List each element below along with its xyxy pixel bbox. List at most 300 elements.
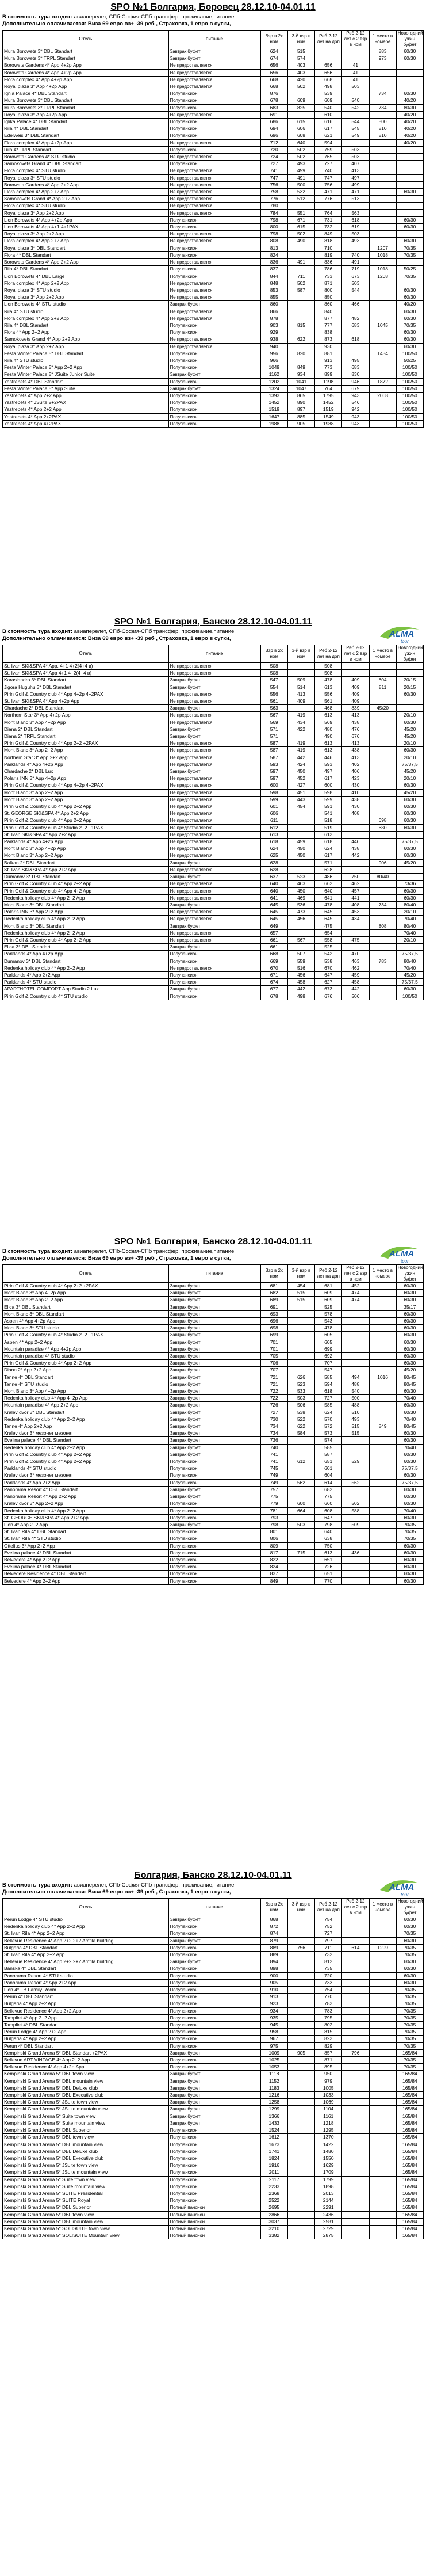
meal-cell: Завтрак буфет bbox=[168, 874, 260, 881]
meal-cell: Завтрак буфет bbox=[168, 1297, 260, 1304]
price-cell bbox=[287, 1437, 314, 1444]
price-cell bbox=[342, 1304, 369, 1310]
price-cell bbox=[287, 1360, 314, 1367]
price-cell: 500 bbox=[342, 1395, 369, 1402]
meal-cell: Полупансион bbox=[168, 2029, 260, 2036]
meal-cell: Полупансион bbox=[168, 2169, 260, 2176]
price-cell bbox=[342, 2113, 369, 2120]
price-cell bbox=[369, 189, 396, 196]
price-cell: 674 bbox=[260, 55, 287, 62]
meal-cell: Завтрак буфет bbox=[168, 1437, 260, 1444]
price-cell bbox=[287, 1514, 314, 1521]
price-cell bbox=[369, 1486, 396, 1493]
price-cell bbox=[287, 1444, 314, 1451]
price-cell: 727 bbox=[315, 1930, 342, 1937]
table-row bbox=[3, 1339, 424, 1346]
price-cell bbox=[369, 929, 396, 936]
price-cell: 815 bbox=[287, 322, 314, 329]
price-cell bbox=[287, 2232, 314, 2239]
price-cell: 60/30 bbox=[396, 1339, 423, 1346]
price-cell bbox=[369, 224, 396, 231]
price-cell: 494 bbox=[342, 1374, 369, 1381]
meal-cell: Полный пансион bbox=[168, 2218, 260, 2225]
hotel-cell: Parklands 4* App 2+2 App bbox=[3, 971, 169, 978]
table-row bbox=[3, 831, 424, 838]
price-cell: 75/37,5 bbox=[396, 761, 423, 768]
price-cell bbox=[342, 2225, 369, 2232]
price-cell: 1018 bbox=[369, 251, 396, 258]
price-cell bbox=[369, 1458, 396, 1465]
hotel-cell: Parklands 4* App 4+2р App bbox=[3, 951, 169, 958]
hotel-cell: Borowets Gardens 4* App 2+2 App bbox=[3, 181, 169, 188]
price-cell: 1550 bbox=[315, 2155, 342, 2162]
price-cell: 75/37,5 bbox=[396, 979, 423, 986]
price-cell: 966 bbox=[260, 357, 287, 364]
price-cell: 2866 bbox=[260, 2211, 287, 2218]
meal-cell: Не предоставляется bbox=[168, 691, 260, 698]
hotel-cell: Pirin Golf & Country club 4* Studio 2+2 +1РАХ bbox=[3, 1332, 169, 1339]
meal-cell: Полупансион bbox=[168, 90, 260, 97]
price-cell: 699 bbox=[315, 1346, 342, 1352]
price-cell bbox=[342, 944, 369, 951]
table-row bbox=[3, 125, 424, 132]
price-cell bbox=[369, 371, 396, 378]
price-cell: 597 bbox=[260, 768, 287, 775]
price-cell: 802 bbox=[315, 2022, 342, 2029]
price-cell: 60/30 bbox=[396, 796, 423, 803]
price-cell bbox=[369, 2106, 396, 2113]
price-cell: 808 bbox=[260, 238, 287, 245]
price-cell bbox=[287, 1994, 314, 2000]
price-cell: 929 bbox=[260, 329, 287, 336]
table-row bbox=[3, 2197, 424, 2204]
price-cell bbox=[369, 839, 396, 845]
price-cell: 569 bbox=[315, 719, 342, 726]
column-header: питание bbox=[168, 645, 260, 663]
meal-cell: Полупансион bbox=[168, 2007, 260, 2014]
price-cell bbox=[342, 1958, 369, 1965]
column-header: Новогодний ужин буфет bbox=[396, 31, 423, 48]
table-row bbox=[3, 189, 424, 196]
price-cell: 683 bbox=[260, 104, 287, 111]
price-cell: 2436 bbox=[315, 2211, 342, 2218]
price-cell bbox=[369, 2057, 396, 2064]
hotel-cell: Mont Blanc 3* App 4+2р App bbox=[3, 1388, 169, 1395]
price-cell: 572 bbox=[315, 1423, 342, 1430]
price-cell: 1422 bbox=[315, 2141, 342, 2148]
price-cell: 573 bbox=[315, 1430, 342, 1437]
price-cell: 409 bbox=[287, 698, 314, 705]
price-cell: 569 bbox=[260, 719, 287, 726]
price-cell bbox=[369, 2232, 396, 2239]
price-cell: 423 bbox=[342, 775, 369, 782]
price-cell: 711 bbox=[287, 273, 314, 280]
meal-cell: Не предоставляется bbox=[168, 139, 260, 146]
price-cell: 1916 bbox=[260, 2162, 287, 2169]
table-row bbox=[3, 315, 424, 322]
meal-cell: Не предоставляется bbox=[168, 62, 260, 69]
price-cell: 20/10 bbox=[396, 775, 423, 782]
price-cell: 668 bbox=[260, 76, 287, 83]
table-row bbox=[3, 874, 424, 881]
price-cell: 410 bbox=[342, 789, 369, 796]
price-cell bbox=[369, 1577, 396, 1584]
price-cell bbox=[369, 196, 396, 203]
price-cell: 733 bbox=[315, 1979, 342, 1986]
table-row bbox=[3, 866, 424, 873]
price-cell: 898 bbox=[260, 1965, 287, 1972]
hotel-cell: St. GEORGE SKI&SPA 4* App 2+2 App bbox=[3, 810, 169, 817]
price-cell: 727 bbox=[260, 1409, 287, 1416]
price-cell: 441 bbox=[342, 894, 369, 901]
price-cell: 70/35 bbox=[396, 1521, 423, 1528]
price-cell: 894 bbox=[260, 1958, 287, 1965]
meal-cell: Полупансион bbox=[168, 1952, 260, 1958]
price-cell: 165/84 bbox=[396, 2106, 423, 2113]
price-cell bbox=[342, 2036, 369, 2042]
meal-cell: Не предоставляется bbox=[168, 83, 260, 90]
price-cell: 513 bbox=[342, 196, 369, 203]
hotel-cell: Tanne 4* App 2+2 App bbox=[3, 1423, 169, 1430]
price-cell: 551 bbox=[287, 209, 314, 216]
price-cell bbox=[287, 1952, 314, 1958]
table-row bbox=[3, 1310, 424, 1317]
price-cell: 475 bbox=[342, 936, 369, 943]
price-cell: 424 bbox=[287, 761, 314, 768]
price-cell: 574 bbox=[315, 1437, 342, 1444]
price-cell: 1104 bbox=[315, 2106, 342, 2113]
price-cell bbox=[287, 2183, 314, 2190]
price-cell: 945 bbox=[260, 2022, 287, 2029]
meal-cell: Полупансион bbox=[168, 392, 260, 399]
price-cell: 591 bbox=[315, 803, 342, 810]
price-cell: 474 bbox=[342, 1297, 369, 1304]
price-cell bbox=[287, 670, 314, 677]
price-cell: 570 bbox=[315, 1416, 342, 1423]
hotel-cell: Mountain paradise 4* App 4+2р App bbox=[3, 1346, 169, 1352]
meal-cell: Полупансион bbox=[168, 216, 260, 223]
price-cell bbox=[342, 90, 369, 97]
price-cell bbox=[342, 1360, 369, 1367]
price-cell: 409 bbox=[342, 698, 369, 705]
meal-cell: Не предоставляется bbox=[168, 936, 260, 943]
meal-cell: Не предоставляется bbox=[168, 76, 260, 83]
meal-cell: Полупансион bbox=[168, 245, 260, 251]
price-cell: 434 bbox=[287, 719, 314, 726]
meal-cell: Полупансион bbox=[168, 357, 260, 364]
price-cell: 60/30 bbox=[396, 315, 423, 322]
price-cell: 40/20 bbox=[396, 301, 423, 308]
price-cell: 473 bbox=[287, 909, 314, 916]
price-cell: 1009 bbox=[260, 2049, 287, 2056]
hotel-cell: Mont Blanc 3* App 2+2 App bbox=[3, 789, 169, 796]
price-cell: 514 bbox=[287, 684, 314, 691]
price-cell bbox=[342, 1437, 369, 1444]
price-cell bbox=[342, 2204, 369, 2211]
price-cell: 615 bbox=[287, 119, 314, 125]
hotel-cell: Flora 4* App 2+2 App bbox=[3, 329, 169, 336]
hotel-cell: Kempinski Grand Arena 5* DBL mountain view bbox=[3, 2218, 169, 2225]
hotel-cell: St. Ivan SKI&SPA 4* App, 4+1 4+2(4+4 в) bbox=[3, 663, 169, 670]
hotel-cell: Polaris INN 3* App 2+2 App bbox=[3, 909, 169, 916]
hotel-cell: Festa Winter Palace 5* JSuite Junior Suite bbox=[3, 371, 169, 378]
price-cell: 1898 bbox=[315, 2183, 342, 2190]
tour-conditions bbox=[2, 628, 324, 642]
price-cell bbox=[342, 824, 369, 831]
price-cell: 40/20 bbox=[396, 111, 423, 118]
table-row bbox=[3, 2085, 424, 2091]
price-cell: 438 bbox=[342, 796, 369, 803]
price-cell: 488 bbox=[342, 1402, 369, 1409]
price-cell: 70/35 bbox=[396, 2064, 423, 2071]
price-cell: 598 bbox=[260, 789, 287, 796]
price-cell: 466 bbox=[342, 301, 369, 308]
price-cell bbox=[396, 831, 423, 838]
meal-cell: Завтрак буфет bbox=[168, 2120, 260, 2127]
price-cell: 837 bbox=[260, 1571, 287, 1577]
meal-cell: Полупансион bbox=[168, 1979, 260, 1986]
table-row bbox=[3, 2022, 424, 2029]
price-cell: 587 bbox=[315, 1451, 342, 1458]
price-cell bbox=[287, 923, 314, 929]
meal-cell: Полупансион bbox=[168, 119, 260, 125]
table-row bbox=[3, 1549, 424, 1556]
price-cell bbox=[369, 2183, 396, 2190]
price-cell: 749 bbox=[260, 1472, 287, 1479]
price-cell: 60/30 bbox=[396, 719, 423, 726]
price-cell: 165/84 bbox=[396, 2197, 423, 2204]
price-cell: 683 bbox=[342, 364, 369, 371]
price-cell bbox=[342, 2148, 369, 2155]
price-cell bbox=[342, 1571, 369, 1577]
price-cell: 468 bbox=[315, 705, 342, 712]
price-cell bbox=[287, 2197, 314, 2204]
price-cell: 442 bbox=[342, 986, 369, 993]
table-row bbox=[3, 971, 424, 978]
price-cell bbox=[369, 881, 396, 887]
price-cell: 661 bbox=[260, 944, 287, 951]
meal-cell: Полупансион bbox=[168, 322, 260, 329]
column-header: Новогодний ужин буфет bbox=[396, 1899, 423, 1916]
table-row bbox=[3, 1381, 424, 1388]
meal-cell: Не предоставляется bbox=[168, 866, 260, 873]
extra-cost-text: Дополнительно оплачивается: Виза 69 евро вз+ -39 реб , Страховка, 1 евро в сутки, bbox=[2, 635, 231, 642]
price-cell: 612 bbox=[287, 1458, 314, 1465]
table-row bbox=[3, 55, 424, 62]
meal-cell: Полупансион bbox=[168, 1542, 260, 1549]
table-row bbox=[3, 951, 424, 958]
price-cell bbox=[369, 1304, 396, 1310]
column-header: питание bbox=[168, 31, 260, 48]
column-header: Новогодний ужин буфет bbox=[396, 1265, 423, 1283]
meal-cell: Полупансион bbox=[168, 2042, 260, 2049]
price-cell: 508 bbox=[315, 663, 342, 670]
price-cell bbox=[342, 2014, 369, 2021]
meal-cell: Завтрак буфет bbox=[168, 1958, 260, 1965]
price-cell: 165/84 bbox=[396, 2176, 423, 2183]
price-cell: 677 bbox=[260, 986, 287, 993]
price-cell: 775 bbox=[315, 1493, 342, 1500]
price-cell: 883 bbox=[369, 48, 396, 55]
price-cell bbox=[396, 76, 423, 83]
price-cell bbox=[342, 2134, 369, 2141]
price-cell bbox=[369, 1507, 396, 1514]
table-row bbox=[3, 916, 424, 923]
price-cell: 70/40 bbox=[396, 1395, 423, 1402]
meal-cell: Полупансион bbox=[168, 1930, 260, 1937]
price-cell: 759 bbox=[315, 146, 342, 153]
price-cell bbox=[369, 1430, 396, 1437]
hotel-cell: Royal plaza 3* App 4+2р App bbox=[3, 83, 169, 90]
table-row bbox=[3, 301, 424, 308]
hotel-cell: Pirin Golf & Country club 4* Studio 2+2 +1РАХ bbox=[3, 824, 169, 831]
price-cell: 1824 bbox=[260, 2155, 287, 2162]
price-cell: 721 bbox=[260, 1381, 287, 1388]
price-cell: 80/40 bbox=[396, 923, 423, 929]
price-cell: 701 bbox=[260, 1346, 287, 1352]
price-cell: 934 bbox=[287, 371, 314, 378]
price-cell bbox=[396, 154, 423, 161]
meal-cell: Не предоставляется bbox=[168, 238, 260, 245]
meal-cell: Полупансион bbox=[168, 2190, 260, 2197]
price-cell bbox=[287, 1965, 314, 1972]
meal-cell: Завтрак буфет bbox=[168, 1332, 260, 1339]
meal-cell: Не предоставляется bbox=[168, 852, 260, 859]
price-cell: 798 bbox=[260, 216, 287, 223]
price-cell bbox=[342, 817, 369, 824]
price-cell: 624 bbox=[315, 1409, 342, 1416]
hotel-cell: Redenka holiday club 4* App 2+2 App bbox=[3, 965, 169, 971]
price-cell: 764 bbox=[315, 209, 342, 216]
price-cell bbox=[369, 1923, 396, 1930]
price-cell bbox=[287, 2014, 314, 2021]
price-cell: 454 bbox=[287, 803, 314, 810]
meal-cell: Завтрак буфет bbox=[168, 768, 260, 775]
price-cell: 562 bbox=[342, 1479, 369, 1486]
meal-cell: Не предоставляется bbox=[168, 174, 260, 181]
price-cell: 691 bbox=[260, 111, 287, 118]
meal-cell: Завтрак буфет bbox=[168, 1325, 260, 1332]
price-cell: 60/30 bbox=[396, 894, 423, 901]
hotel-cell: Chardache 2* DBL Lux bbox=[3, 768, 169, 775]
price-cell: 614 bbox=[315, 1479, 342, 1486]
hotel-cell: Flora complex 4* App 2+2 App bbox=[3, 189, 169, 196]
table-row bbox=[3, 663, 424, 670]
price-cell bbox=[369, 1958, 396, 1965]
meal-cell: Полупансион bbox=[168, 2176, 260, 2183]
price-cell: 60/30 bbox=[396, 1486, 423, 1493]
table-row bbox=[3, 979, 424, 986]
price-cell bbox=[369, 2197, 396, 2204]
price-cell: 446 bbox=[342, 839, 369, 845]
price-cell: 60/30 bbox=[396, 1458, 423, 1465]
price-cell: 942 bbox=[342, 406, 369, 413]
price-cell: 100/50 bbox=[396, 385, 423, 392]
meal-cell: Не предоставляется bbox=[168, 69, 260, 76]
meal-cell: Не предоставляется bbox=[168, 754, 260, 761]
meal-cell: Не предоставляется bbox=[168, 845, 260, 852]
hotel-cell: Redenka holiday club 4* App 2+2 App bbox=[3, 894, 169, 901]
price-cell bbox=[369, 2113, 396, 2120]
price-cell: 720 bbox=[315, 1972, 342, 1979]
price-cell bbox=[342, 1318, 369, 1325]
price-cell bbox=[369, 2036, 396, 2042]
price-table bbox=[2, 1898, 424, 2239]
price-cell bbox=[287, 2078, 314, 2085]
price-cell: 848 bbox=[260, 280, 287, 287]
hotel-cell: Borowets Gardens 4* App 4+2р App bbox=[3, 69, 169, 76]
price-cell bbox=[342, 2141, 369, 2148]
price-cell: 60/30 bbox=[396, 1409, 423, 1416]
column-header: 3-й взр в ном bbox=[287, 1899, 314, 1916]
price-cell: 60/30 bbox=[396, 691, 423, 698]
price-cell: 438 bbox=[342, 747, 369, 754]
price-cell: 60/30 bbox=[396, 1923, 423, 1930]
table-row bbox=[3, 1360, 424, 1367]
price-cell: 624 bbox=[315, 845, 342, 852]
price-cell: 100/50 bbox=[396, 364, 423, 371]
price-cell: 510 bbox=[342, 1409, 369, 1416]
price-cell: 712 bbox=[260, 139, 287, 146]
price-cell: 403 bbox=[287, 62, 314, 69]
price-cell: 538 bbox=[315, 958, 342, 965]
table-row bbox=[3, 817, 424, 824]
price-cell: 868 bbox=[260, 1916, 287, 1923]
price-cell: 1741 bbox=[260, 2148, 287, 2155]
price-cell: 935 bbox=[260, 2014, 287, 2021]
price-cell bbox=[396, 181, 423, 188]
price-cell: 60/30 bbox=[396, 1542, 423, 1549]
price-table bbox=[2, 30, 424, 428]
price-cell bbox=[369, 852, 396, 859]
price-cell: 502 bbox=[287, 154, 314, 161]
meal-cell: Полупансион bbox=[168, 2036, 260, 2042]
price-cell: 593 bbox=[260, 761, 287, 768]
price-cell: 756 bbox=[315, 181, 342, 188]
svg-text:tour: tour bbox=[401, 1259, 409, 1264]
hotel-cell: Mountain paradise 4* STU studio bbox=[3, 1353, 169, 1360]
alma-tour-logo bbox=[377, 1873, 423, 1898]
price-cell: 1434 bbox=[369, 350, 396, 357]
price-cell: 453 bbox=[342, 909, 369, 916]
price-cell bbox=[287, 2141, 314, 2148]
price-cell: 430 bbox=[342, 803, 369, 810]
price-cell bbox=[369, 364, 396, 371]
price-cell: 779 bbox=[260, 1500, 287, 1507]
price-cell bbox=[369, 1318, 396, 1325]
price-cell: 70/35 bbox=[396, 2029, 423, 2036]
hotel-cell: Bellevue Residence 4* App 2+2 App bbox=[3, 2007, 169, 2014]
meal-cell: Не предоставляется bbox=[168, 698, 260, 705]
price-cell: 70/35 bbox=[396, 2057, 423, 2064]
price-cell bbox=[369, 1535, 396, 1542]
extra-cost-text: Дополнительно оплачивается: Виза 69 евро вз+ -39 реб , Страховка, 1 евро в сутки, bbox=[2, 1889, 231, 1895]
meal-cell: Завтрак буфет bbox=[168, 726, 260, 733]
table-row bbox=[3, 901, 424, 908]
price-cell: 506 bbox=[287, 1402, 314, 1409]
table-row bbox=[3, 2078, 424, 2085]
hotel-cell: Flora complex 4* App 2+2 App bbox=[3, 315, 169, 322]
column-header: Взр в 2х ном bbox=[260, 645, 287, 663]
price-cell: 594 bbox=[315, 1381, 342, 1388]
table-row bbox=[3, 1318, 424, 1325]
price-cell bbox=[287, 1325, 314, 1332]
price-cell bbox=[287, 929, 314, 936]
meal-cell: Не предоставляется bbox=[168, 839, 260, 845]
price-cell bbox=[369, 2162, 396, 2169]
price-cell: 459 bbox=[342, 971, 369, 978]
price-cell: 946 bbox=[342, 378, 369, 385]
